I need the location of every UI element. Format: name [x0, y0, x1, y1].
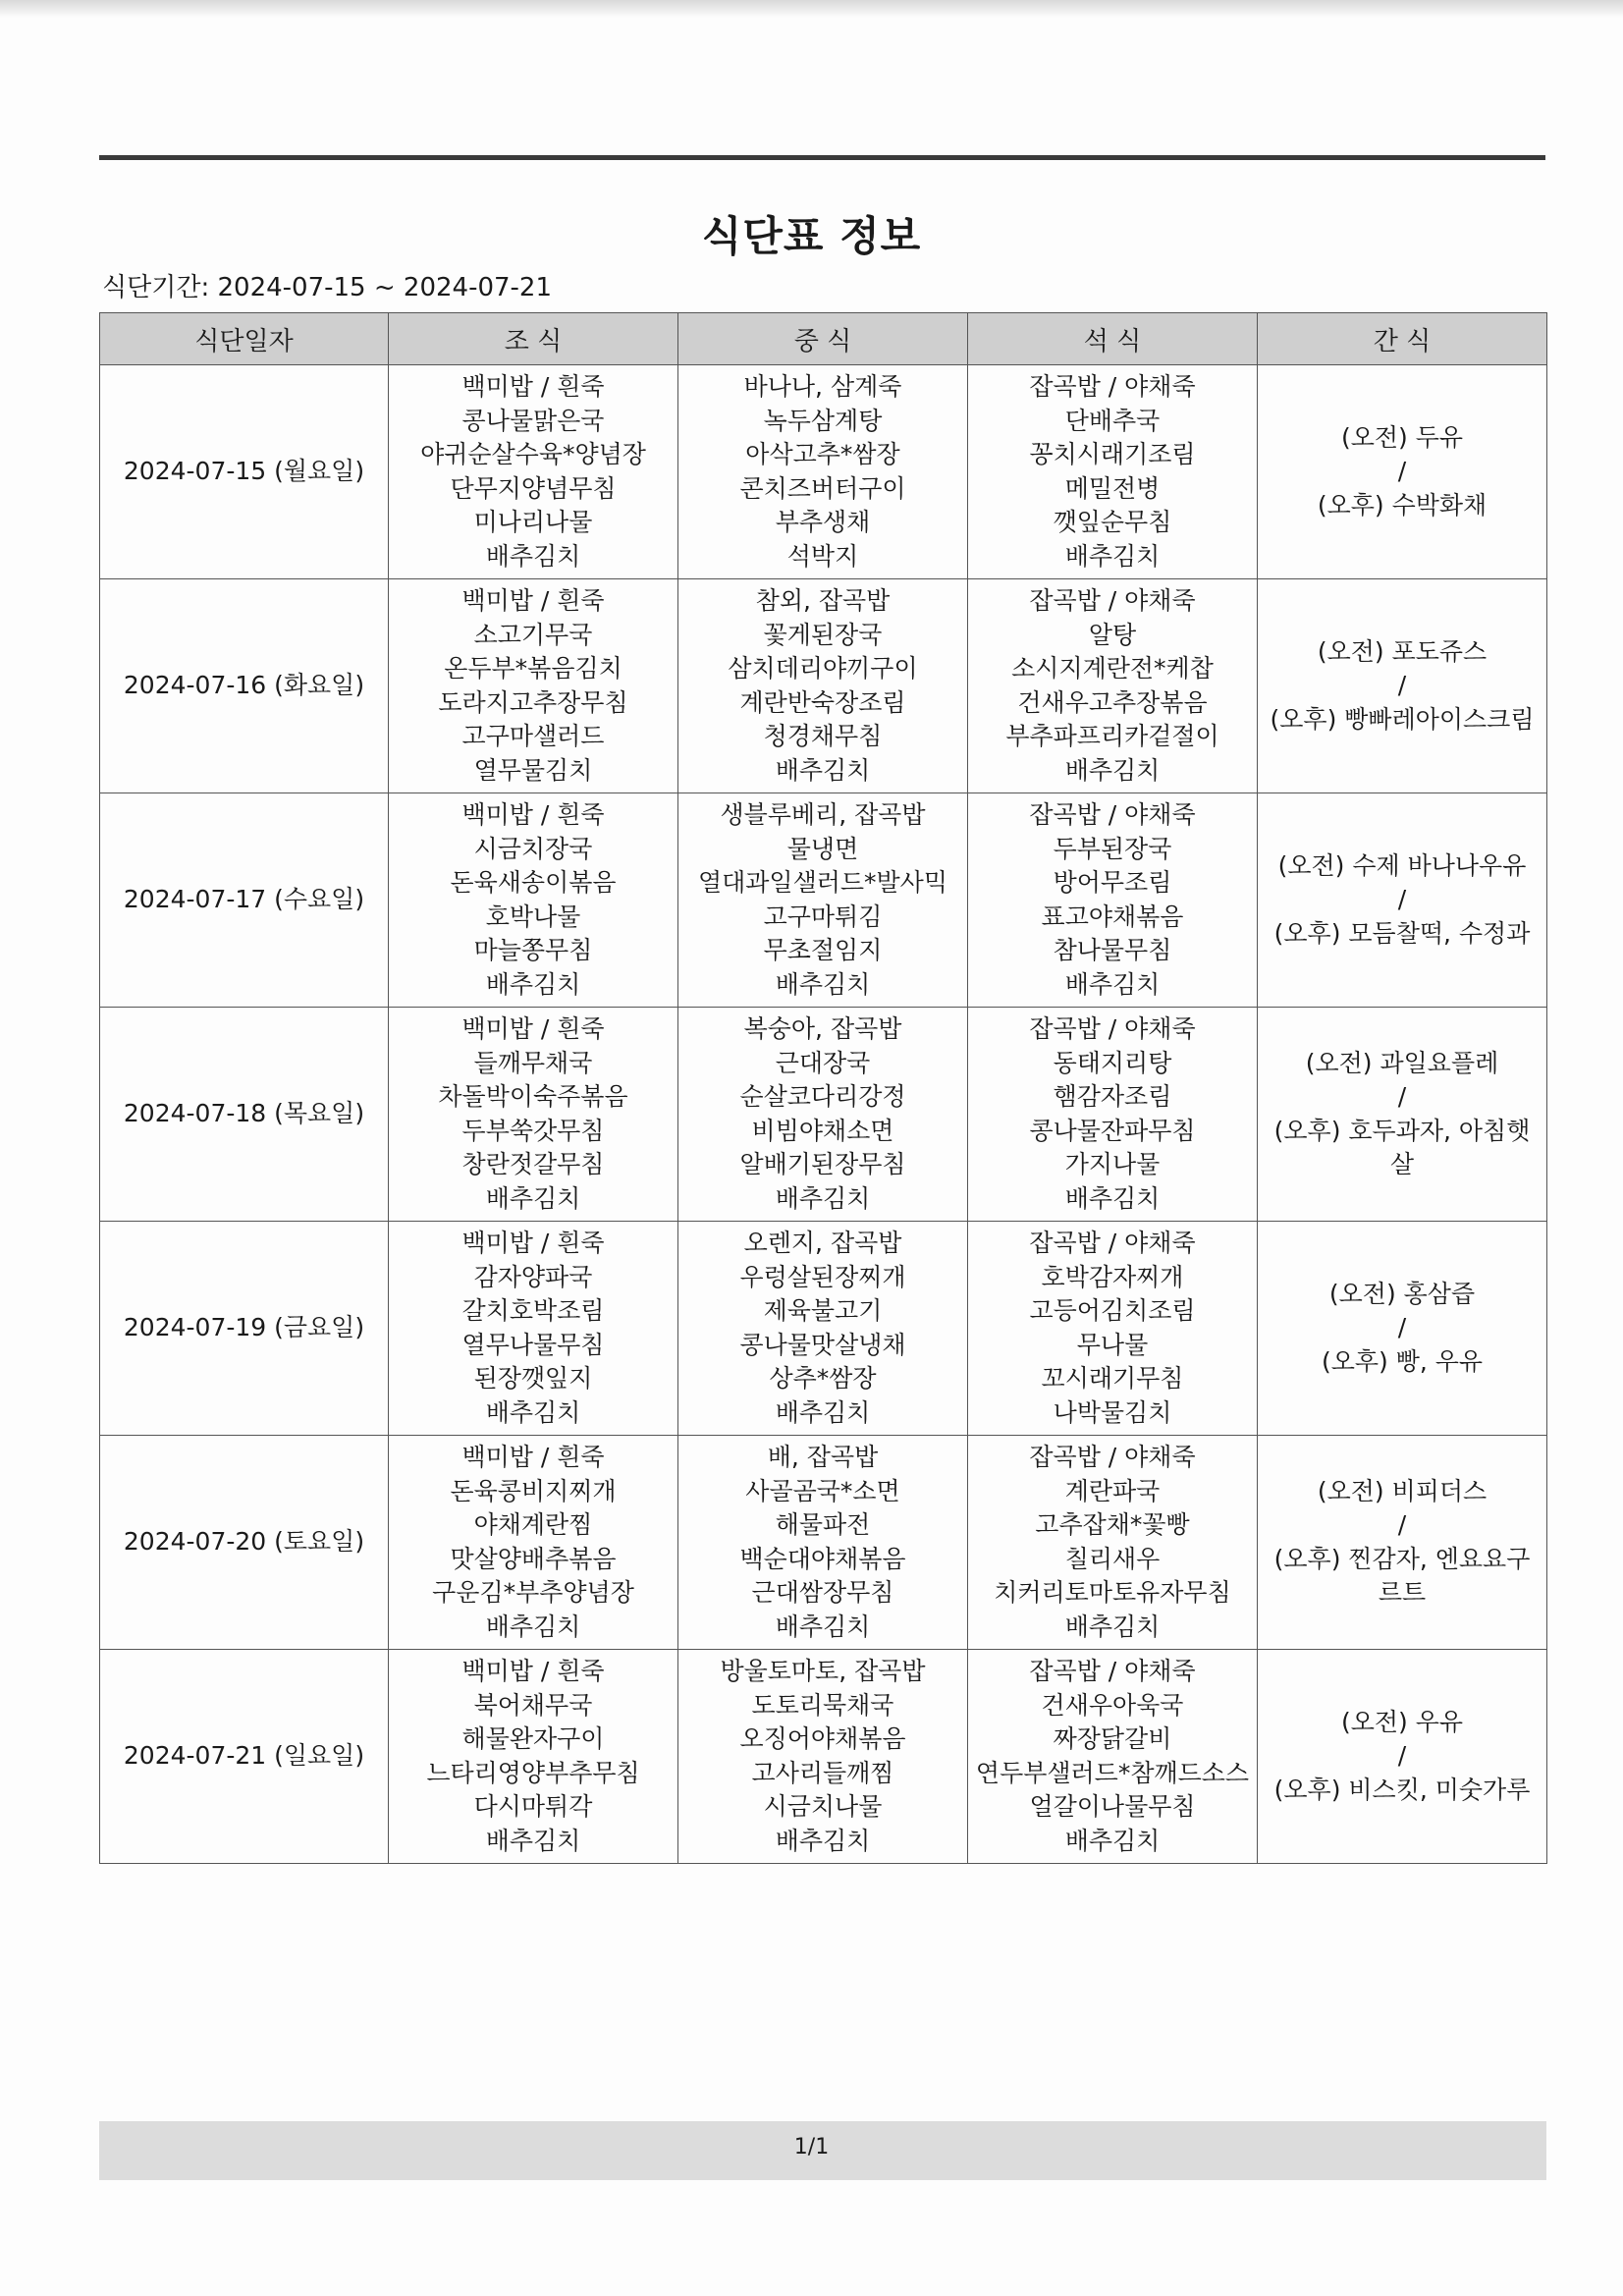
- date-cell: 2024-07-19 (금요일): [100, 1222, 389, 1436]
- menu-item: 연두부샐러드*참깨드소스: [975, 1758, 1250, 1787]
- menu-item: 계란반숙장조림: [739, 687, 906, 717]
- breakfast-cell: [389, 1222, 678, 1436]
- snack-morning: (오전) 우유: [1340, 1707, 1464, 1736]
- snack-separator: /: [1397, 671, 1407, 700]
- menu-item: 백미밥 / 흰죽: [461, 586, 605, 615]
- menu-item: 배추김치: [1064, 1612, 1161, 1641]
- snack-afternoon: (오후) 수박화채: [1317, 490, 1488, 519]
- scan-top-shade: [0, 0, 1623, 18]
- snack-cell: [1258, 365, 1547, 579]
- snack-afternoon: (오후) 빵빠레아이스크림: [1270, 704, 1535, 734]
- table-row: [100, 1222, 1547, 1436]
- snack-cell: [1258, 793, 1547, 1008]
- breakfast-cell: [389, 579, 678, 793]
- menu-item: 아삭고추*쌈장: [745, 440, 900, 468]
- menu-item: 배추김치: [485, 1397, 581, 1427]
- lunch-cell: [678, 1222, 968, 1436]
- menu-item: 부추생채: [775, 508, 871, 536]
- table-body: [100, 365, 1547, 1864]
- menu-item: 미나리나물: [473, 508, 593, 536]
- header-lunch: 중 식: [678, 313, 968, 365]
- menu-item: 돈육새송이볶음: [450, 868, 617, 897]
- snack-separator: /: [1397, 1082, 1407, 1111]
- snack-cell: [1258, 1436, 1547, 1650]
- menu-item: 배추김치: [1064, 755, 1161, 785]
- date-cell: 2024-07-18 (목요일): [100, 1008, 389, 1222]
- dinner-cell: [968, 365, 1258, 579]
- menu-item: 복숭아, 잡곡밥: [743, 1014, 902, 1043]
- menu-item: 시금치나물: [763, 1792, 883, 1821]
- menu-item: 오렌지, 잡곡밥: [743, 1229, 902, 1257]
- menu-item: 참나물무침: [1053, 936, 1172, 964]
- menu-item: 배추김치: [1064, 969, 1161, 999]
- menu-item: 백미밥 / 흰죽: [461, 800, 605, 829]
- menu-item: 배추김치: [485, 1826, 581, 1855]
- menu-item: 배추김치: [775, 969, 871, 999]
- menu-item: 북어채무국: [473, 1690, 593, 1720]
- menu-item: 두부쑥갓무침: [461, 1116, 605, 1145]
- menu-item: 야귀순살수육*양념장: [420, 440, 646, 468]
- menu-item: 녹두삼계탕: [763, 406, 883, 435]
- menu-item: 얼갈이나물무침: [1029, 1792, 1196, 1821]
- menu-item: 잡곡밥 / 야채죽: [1029, 372, 1196, 401]
- lunch-cell: [678, 579, 968, 793]
- menu-item: 물냉면: [786, 834, 859, 863]
- header-breakfast: 조 식: [389, 313, 678, 365]
- snack-separator: /: [1397, 1510, 1407, 1539]
- menu-item: 호박나물: [485, 902, 581, 931]
- menu-item: 햄감자조림: [1053, 1082, 1172, 1111]
- snack-cell: [1258, 1650, 1547, 1864]
- date-cell: 2024-07-20 (토요일): [100, 1436, 389, 1650]
- menu-item: 잡곡밥 / 야채죽: [1029, 1443, 1196, 1471]
- breakfast-cell: [389, 1650, 678, 1864]
- menu-item: 치커리토마토유자무침: [994, 1578, 1231, 1607]
- menu-item: 감자양파국: [473, 1262, 593, 1291]
- menu-item: 가지나물: [1064, 1150, 1161, 1178]
- menu-item: 마늘쫑무침: [473, 936, 593, 964]
- snack-morning: (오전) 수제 바나나우유: [1277, 850, 1527, 880]
- menu-item: 백미밥 / 흰죽: [461, 1014, 605, 1043]
- lunch-cell: [678, 1008, 968, 1222]
- menu-item: 배추김치: [775, 1826, 871, 1855]
- menu-item: 두부된장국: [1053, 834, 1172, 863]
- menu-item: 열무물김치: [473, 755, 593, 785]
- snack-morning: (오전) 두유: [1340, 422, 1464, 452]
- header-rule: [99, 155, 1545, 160]
- header-dinner: 석 식: [968, 313, 1258, 365]
- menu-item: 잡곡밥 / 야채죽: [1029, 1014, 1196, 1043]
- menu-item: 백순대야채볶음: [739, 1544, 906, 1573]
- menu-item: 잡곡밥 / 야채죽: [1029, 1229, 1196, 1257]
- menu-item: 바나나, 삼계죽: [743, 372, 902, 401]
- menu-item: 온두부*볶음김치: [444, 654, 622, 683]
- menu-item: 깻잎순무침: [1053, 508, 1172, 536]
- menu-item: 백미밥 / 흰죽: [461, 1443, 605, 1471]
- snack-separator: /: [1397, 457, 1407, 486]
- dinner-cell: [968, 1222, 1258, 1436]
- menu-item: 창란젓갈무침: [461, 1150, 605, 1178]
- menu-item: 고등어김치조림: [1029, 1296, 1196, 1325]
- table-row: [100, 1650, 1547, 1864]
- menu-item: 석박지: [786, 541, 859, 571]
- breakfast-cell: [389, 1008, 678, 1222]
- menu-item: 콘치즈버터구이: [739, 473, 906, 503]
- table-row: [100, 1008, 1547, 1222]
- menu-item: 돈육콩비지찌개: [450, 1476, 617, 1505]
- page-title: 식단표 정보: [701, 212, 922, 260]
- date-cell: 2024-07-21 (일요일): [100, 1650, 389, 1864]
- snack-separator: /: [1397, 1741, 1407, 1771]
- snack-cell: [1258, 1008, 1547, 1222]
- meal-table: [99, 312, 1547, 1864]
- breakfast-cell: [389, 793, 678, 1008]
- menu-item: 열무나물무침: [461, 1330, 605, 1359]
- menu-item: 야채계란찜: [473, 1510, 593, 1539]
- menu-item: 배추김치: [1064, 541, 1161, 571]
- dinner-cell: [968, 579, 1258, 793]
- menu-item: 배추김치: [485, 969, 581, 999]
- menu-item: 호박감자찌개: [1041, 1262, 1184, 1291]
- menu-item: 알배기된장무침: [739, 1150, 906, 1178]
- lunch-cell: [678, 1436, 968, 1650]
- date-cell: 2024-07-17 (수요일): [100, 793, 389, 1008]
- menu-item: 근대쌈장무침: [751, 1578, 894, 1607]
- menu-item: 꼬시래기무침: [1041, 1364, 1184, 1393]
- menu-item: 동태지리탕: [1053, 1048, 1172, 1077]
- snack-morning: (오전) 홍삼즙: [1328, 1279, 1476, 1308]
- menu-item: 시금치장국: [473, 834, 593, 863]
- menu-item: 해물완자구이: [461, 1724, 605, 1753]
- menu-item: 우렁살된장찌개: [739, 1262, 906, 1291]
- table-header-row: [100, 313, 1547, 365]
- menu-item: 생블루베리, 잡곡밥: [720, 800, 926, 829]
- menu-item: 알탕: [1088, 620, 1137, 649]
- menu-item: 꽃게된장국: [763, 620, 883, 649]
- page-number: 1/1: [793, 2135, 830, 2159]
- menu-item: 배추김치: [775, 1612, 871, 1641]
- menu-item: 짜장닭갈비: [1053, 1724, 1172, 1753]
- lunch-cell: [678, 365, 968, 579]
- snack-afternoon: (오후) 모듬찰떡, 수정과: [1273, 918, 1531, 948]
- menu-item: 고추잡채*꽃빵: [1035, 1510, 1190, 1539]
- menu-item: 무초절임지: [763, 936, 883, 964]
- menu-item: 배추김치: [485, 1612, 581, 1641]
- dinner-cell: [968, 793, 1258, 1008]
- menu-item: 부추파프리카겉절이: [1005, 722, 1219, 750]
- menu-item: 사골곰국*소면: [745, 1476, 900, 1505]
- menu-item: 무나물: [1076, 1330, 1149, 1359]
- lunch-cell: [678, 793, 968, 1008]
- snack-morning: (오전) 포도쥬스: [1317, 636, 1488, 666]
- menu-item: 단무지양념무침: [450, 473, 617, 503]
- menu-item: 건새우고추장볶음: [1017, 687, 1208, 717]
- menu-item: 배추김치: [775, 1183, 871, 1213]
- menu-item: 청경채무침: [763, 722, 883, 750]
- table-row: [100, 365, 1547, 579]
- menu-item: 소시지계란전*케찹: [1011, 654, 1214, 683]
- menu-item: 열대과일샐러드*발사믹: [697, 868, 947, 897]
- date-cell: 2024-07-16 (화요일): [100, 579, 389, 793]
- menu-item: 맛살양배추볶음: [450, 1544, 617, 1573]
- menu-item: 콩나물맑은국: [461, 406, 605, 435]
- snack-afternoon: (오후) 빵, 우유: [1321, 1346, 1484, 1376]
- table-row: [100, 793, 1547, 1008]
- menu-item: 백미밥 / 흰죽: [461, 372, 605, 401]
- menu-item: 배추김치: [485, 1183, 581, 1213]
- snack-separator: /: [1397, 1313, 1407, 1342]
- menu-item: 순살코다리강정: [739, 1082, 906, 1111]
- menu-item: 잡곡밥 / 야채죽: [1029, 800, 1196, 829]
- menu-item: 비빔야채소면: [751, 1116, 894, 1145]
- menu-item: 배, 잡곡밥: [767, 1443, 879, 1471]
- dinner-cell: [968, 1436, 1258, 1650]
- menu-item: 배추김치: [1064, 1183, 1161, 1213]
- menu-item: 칠리새우: [1064, 1544, 1161, 1573]
- menu-item: 나박물김치: [1053, 1397, 1172, 1427]
- menu-item: 도토리묵채국: [751, 1690, 894, 1720]
- breakfast-cell: [389, 1436, 678, 1650]
- snack-morning: (오전) 과일요플레: [1305, 1048, 1499, 1077]
- menu-item: 메밀전병: [1064, 473, 1161, 503]
- menu-item: 고사리들깨찜: [751, 1758, 894, 1787]
- header-snack: 간 식: [1258, 313, 1547, 365]
- menu-item: 구운김*부추양념장: [432, 1578, 634, 1607]
- menu-period: 식단기간: 2024-07-15 ~ 2024-07-21: [102, 273, 553, 302]
- date-cell: 2024-07-15 (월요일): [100, 365, 389, 579]
- menu-item: 해물파전: [775, 1510, 871, 1539]
- menu-item: 느타리영양부추무침: [426, 1758, 640, 1787]
- menu-item: 갈치호박조림: [461, 1296, 605, 1325]
- menu-item: 콩나물잔파무침: [1029, 1116, 1196, 1145]
- menu-item: 상추*쌈장: [769, 1364, 877, 1393]
- snack-afternoon: (오후) 찐감자, 엔요요구르트: [1273, 1544, 1531, 1607]
- menu-item: 배추김치: [775, 1397, 871, 1427]
- menu-item: 방울토마토, 잡곡밥: [720, 1657, 926, 1685]
- menu-item: 백미밥 / 흰죽: [461, 1229, 605, 1257]
- dinner-cell: [968, 1008, 1258, 1222]
- menu-item: 차돌박이숙주볶음: [438, 1082, 628, 1111]
- snack-morning: (오전) 비피더스: [1317, 1476, 1488, 1505]
- menu-item: 방어무조림: [1053, 868, 1172, 897]
- menu-item: 도라지고추장무침: [438, 687, 628, 717]
- table-row: [100, 579, 1547, 793]
- menu-item: 들깨무채국: [473, 1048, 593, 1077]
- menu-item: 단배추국: [1064, 406, 1161, 435]
- menu-item: 참외, 잡곡밥: [755, 586, 891, 615]
- menu-item: 잡곡밥 / 야채죽: [1029, 1657, 1196, 1685]
- header-date: 식단일자: [100, 313, 389, 365]
- snack-cell: [1258, 579, 1547, 793]
- dinner-cell: [968, 1650, 1258, 1864]
- snack-separator: /: [1397, 885, 1407, 914]
- menu-item: 배추김치: [485, 541, 581, 571]
- menu-item: 표고야채볶음: [1041, 902, 1184, 931]
- snack-afternoon: (오후) 비스킷, 미숫가루: [1273, 1775, 1531, 1804]
- menu-item: 건새우아욱국: [1041, 1690, 1184, 1720]
- menu-item: 배추김치: [1064, 1826, 1161, 1855]
- menu-item: 된장깻잎지: [473, 1364, 593, 1393]
- menu-item: 제육불고기: [763, 1296, 883, 1325]
- menu-item: 잡곡밥 / 야채죽: [1029, 586, 1196, 615]
- snack-cell: [1258, 1222, 1547, 1436]
- menu-item: 소고기무국: [473, 620, 593, 649]
- menu-item: 배추김치: [775, 755, 871, 785]
- menu-item: 콩나물맛살냉채: [739, 1330, 906, 1359]
- breakfast-cell: [389, 365, 678, 579]
- menu-item: 고구마튀김: [763, 902, 883, 931]
- menu-item: 계란파국: [1064, 1476, 1161, 1505]
- menu-item: 꽁치시래기조림: [1029, 440, 1196, 468]
- table-row: [100, 1436, 1547, 1650]
- menu-item: 백미밥 / 흰죽: [461, 1657, 605, 1685]
- menu-item: 삼치데리야끼구이: [728, 654, 918, 683]
- menu-item: 고구마샐러드: [461, 722, 605, 750]
- menu-item: 근대장국: [775, 1048, 871, 1077]
- snack-afternoon: (오후) 호두과자, 아침햇살: [1273, 1116, 1531, 1178]
- menu-item: 다시마튀각: [473, 1792, 593, 1821]
- lunch-cell: [678, 1650, 968, 1864]
- menu-item: 오징어야채볶음: [739, 1724, 906, 1753]
